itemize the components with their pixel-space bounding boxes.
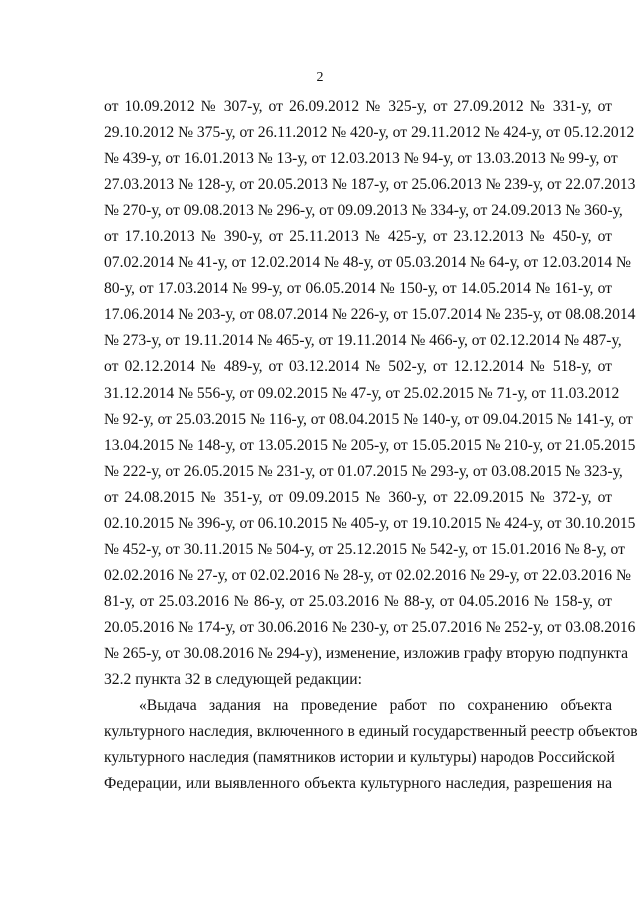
text-line: 81-у, от 25.03.2016 № 86-у, от 25.03.2016 № 88-у, от 04.05.2016 № 158-у, от — [104, 592, 612, 610]
text-line: 31.12.2014 № 556-у, от 09.02.2015 № 47-у, от 25.02.2015 № 71-у, от 11.03.2012 — [104, 384, 620, 402]
text-line: № 222-у, от 26.05.2015 № 231-у, от 01.07.2015 № 293-у, от 03.08.2015 № 323-у, — [104, 462, 623, 480]
text-line: культурного наследия, включенного в единый государственный реестр объектов — [104, 723, 638, 741]
text-line: 02.10.2015 № 396-у, от 06.10.2015 № 405-у, от 19.10.2015 № 424-у, от 30.10.2015 — [104, 514, 636, 532]
text-line: 29.10.2012 № 375-у, от 26.11.2012 № 420-у, от 29.11.2012 № 424-у, от 05.12.2012 — [104, 124, 635, 142]
paragraph-amendment-list — [104, 94, 636, 693]
text-line: № 270-у, от 09.08.2013 № 296-у, от 09.09.2013 № 334-у, от 24.09.2013 № 360-у, — [104, 202, 623, 220]
text-line: № 265-у, от 30.08.2016 № 294-у), изменение, изложив графу вторую подпункта — [104, 644, 628, 662]
text-line: 32.2 пункта 32 в следующей редакции: — [104, 671, 362, 689]
text-line: от 10.09.2012 № 307-у, от 26.09.2012 № 325-у, от 27.09.2012 № 331-у, от — [104, 98, 612, 115]
text-line: 80-у, от 17.03.2014 № 99-у, от 06.05.2014 № 150-у, от 14.05.2014 № 161-у, от — [104, 280, 612, 298]
paragraph-new-wording — [104, 693, 638, 797]
text-line: № 273-у, от 19.11.2014 № 465-у, от 19.11.2014 № 466-у, от 02.12.2014 № 487-у, — [104, 332, 622, 350]
text-line: 27.03.2013 № 128-у, от 20.05.2013 № 187-у, от 25.06.2013 № 239-у, от 22.07.2013 — [104, 176, 636, 194]
document-body — [104, 94, 638, 797]
text-line: от 24.08.2015 № 351-у, от 09.09.2015 № 360-у, от 22.09.2015 № 372-у, от — [104, 488, 612, 506]
text-line: 17.06.2014 № 203-у, от 08.07.2014 № 226-у, от 15.07.2014 № 235-у, от 08.08.2014 — [104, 306, 636, 324]
text-line: № 452-у, от 30.11.2015 № 504-у, от 25.12.2015 № 542-у, от 15.01.2016 № 8-у, от — [104, 540, 625, 558]
text-line: от 17.10.2013 № 390-у, от 25.11.2013 № 425-у, от 23.12.2013 № 450-у, от — [104, 228, 612, 246]
text-line: 02.02.2016 № 27-у, от 02.02.2016 № 28-у, от 02.02.2016 № 29-у, от 22.03.2016 № — [104, 566, 631, 584]
text-line: № 439-у, от 16.01.2013 № 13-у, от 12.03.2013 № 94-у, от 13.03.2013 № 99-у, от — [104, 150, 618, 168]
text-line: культурного наследия (памятников истории и культуры) народов Российской — [104, 749, 615, 767]
text-line: Федерации, или выявленного объекта культурного наследия, разрешения на — [104, 775, 612, 793]
text-line: № 92-у, от 25.03.2015 № 116-у, от 08.04.2015 № 140-у, от 09.04.2015 № 141-у, от — [104, 410, 633, 428]
text-line: 07.02.2014 № 41-у, от 12.02.2014 № 48-у, от 05.03.2014 № 64-у, от 12.03.2014 № — [104, 254, 631, 272]
text-line: 13.04.2015 № 148-у, от 13.05.2015 № 205-у, от 15.05.2015 № 210-у, от 21.05.2015 — [104, 436, 636, 454]
page-number: 2 — [316, 70, 324, 85]
text-line: «Выдача задания на проведение работ по сохранению объекта — [139, 697, 612, 715]
text-line: 20.05.2016 № 174-у, от 30.06.2016 № 230-у, от 25.07.2016 № 252-у, от 03.08.2016 — [104, 618, 636, 636]
text-line: от 02.12.2014 № 489-у, от 03.12.2014 № 502-у, от 12.12.2014 № 518-у, от — [104, 358, 612, 376]
